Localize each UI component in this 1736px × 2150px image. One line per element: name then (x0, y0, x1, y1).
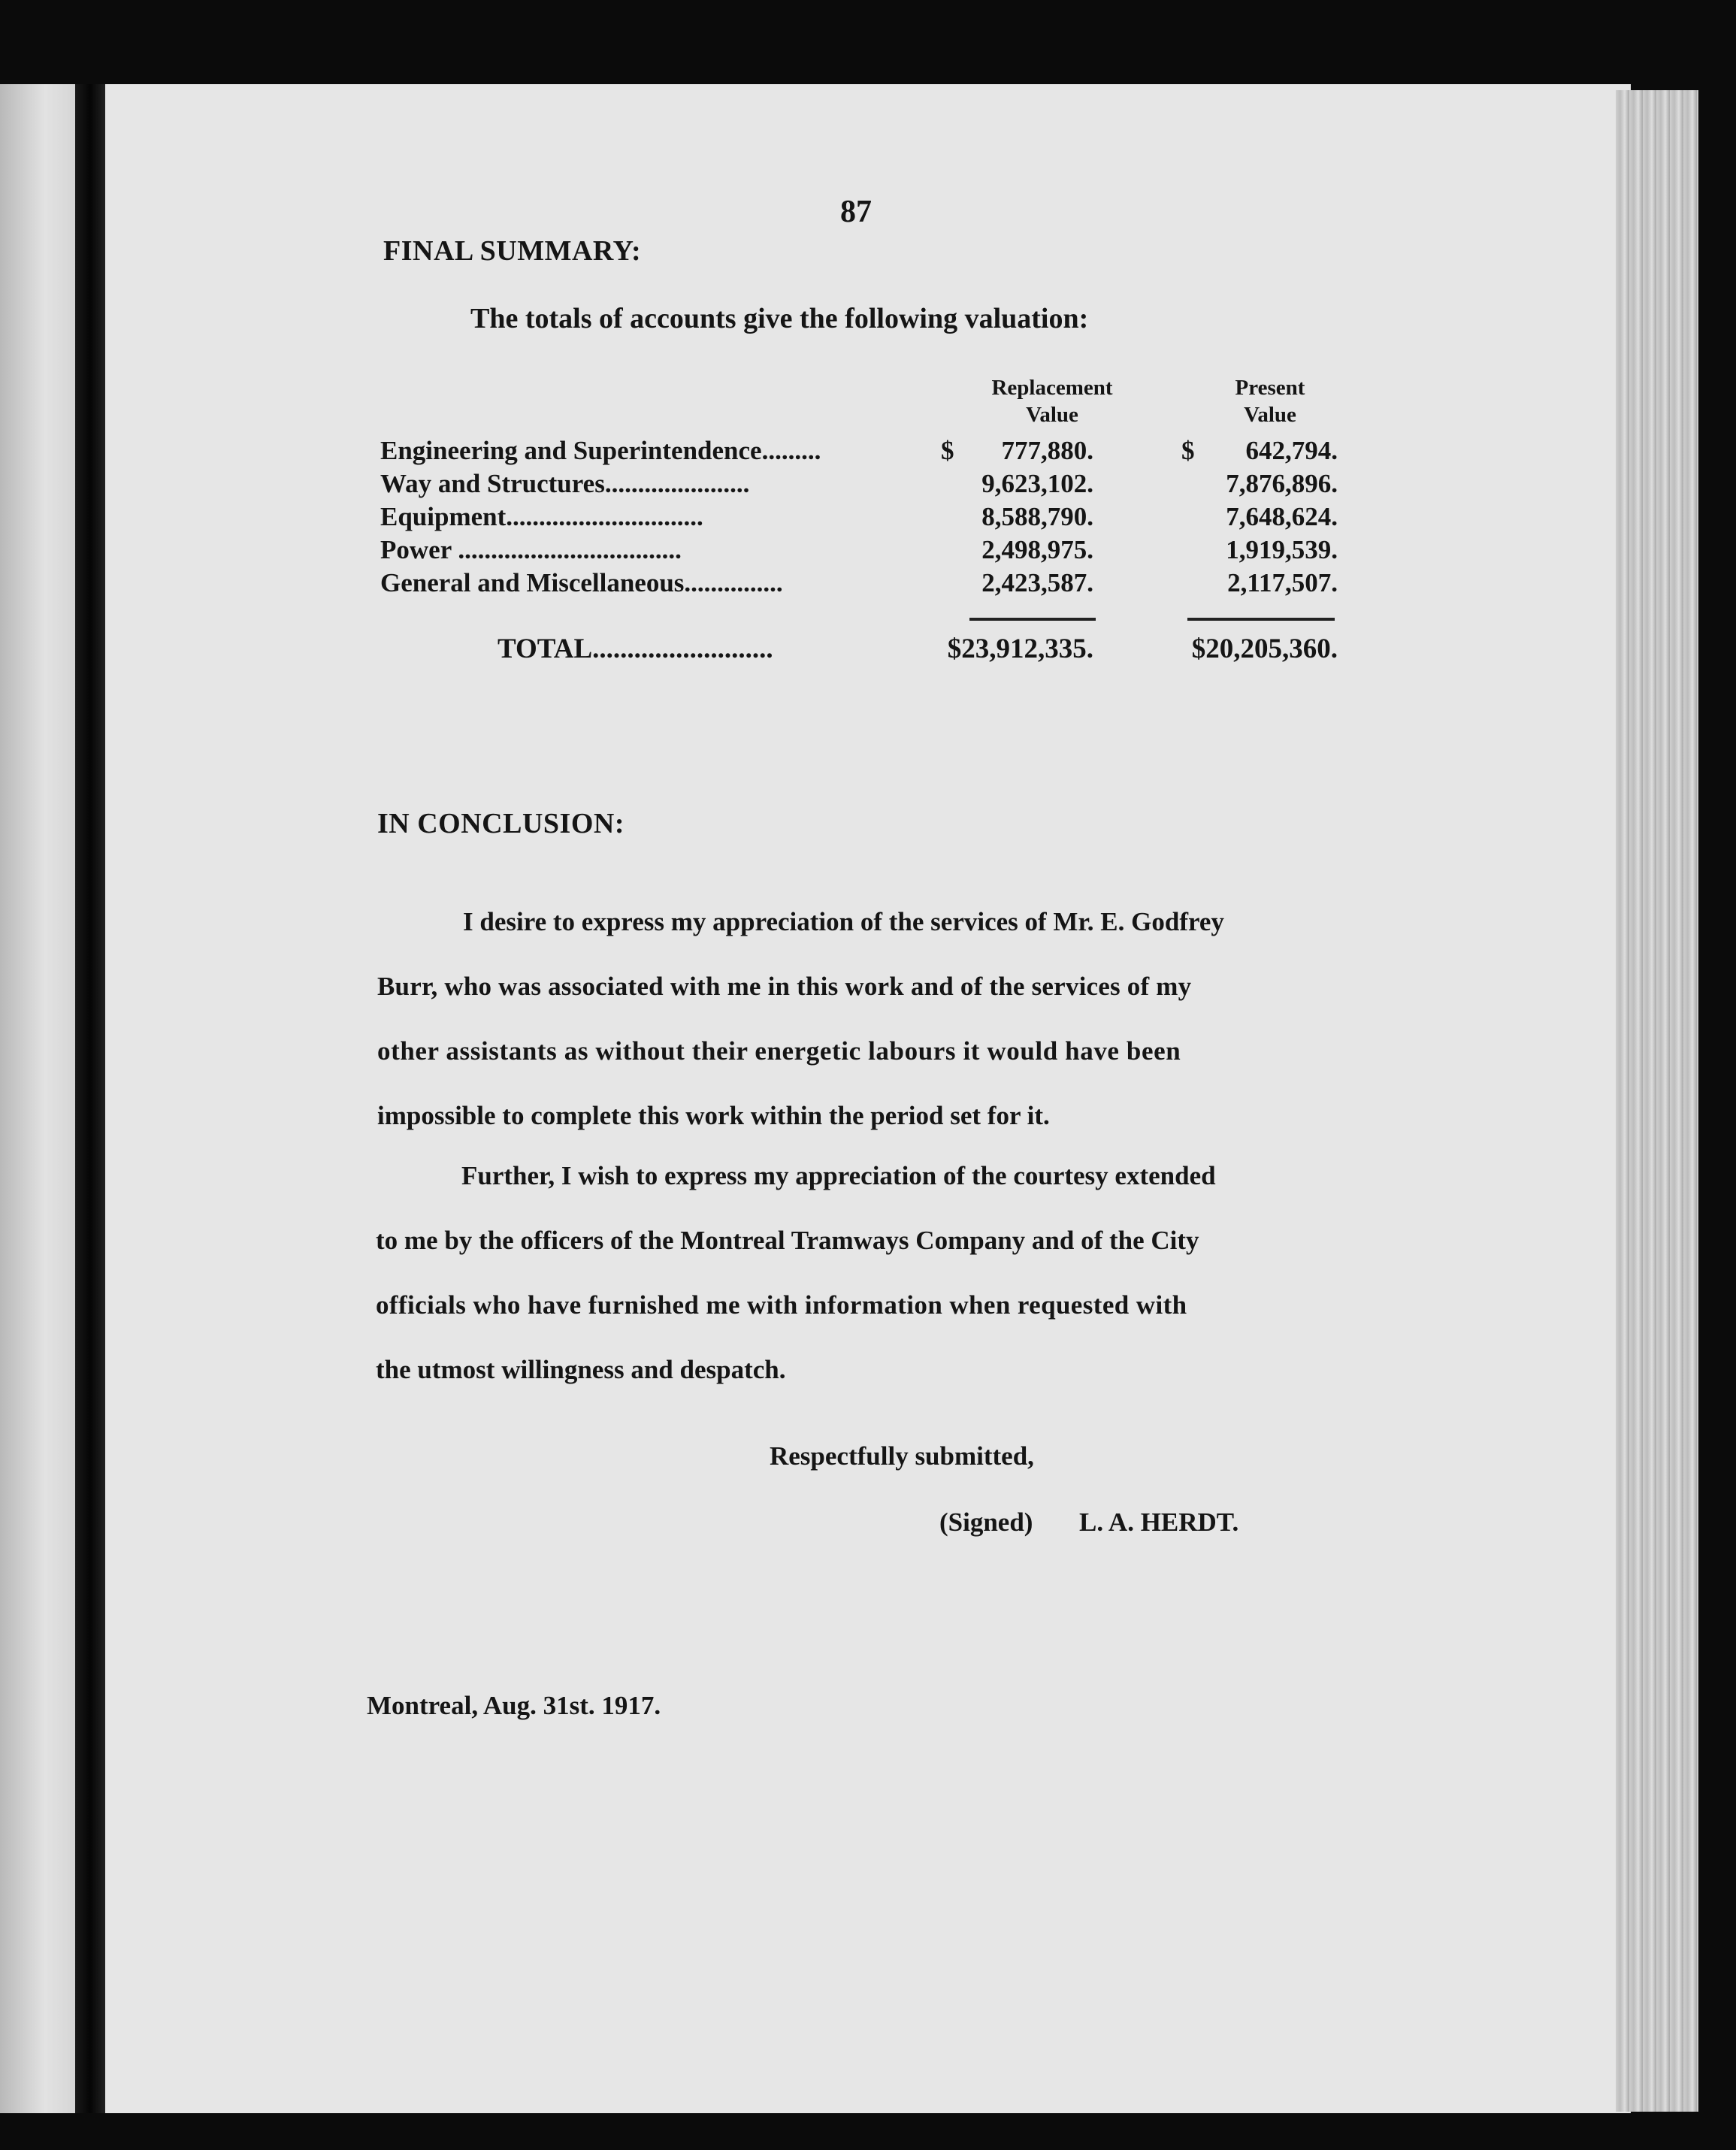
closing-salutation: Respectfully submitted, (770, 1441, 1034, 1471)
total-present-value: $20,205,360. (1191, 634, 1338, 664)
conclusion-heading: IN CONCLUSION: (377, 808, 625, 839)
present-value-header (1180, 374, 1360, 428)
table-row-replacement-value: 8,588,790. (981, 502, 1093, 531)
replacement-value-header (962, 374, 1142, 428)
final-summary-heading: FINAL SUMMARY: (383, 235, 642, 267)
table-row-replacement-value: 777,880. (1001, 436, 1093, 465)
paragraph-line: impossible to complete this work within the period set for it. (377, 1101, 1050, 1130)
present-header-line2: Value (1244, 403, 1296, 427)
paragraph-line: to me by the officers of the Montreal Tramways Company and of the City (376, 1226, 1199, 1255)
table-row-label: General and Miscellaneous............... (380, 568, 783, 597)
paragraph-line: officials who have furnished me with information when requested with (376, 1290, 1187, 1320)
paragraph-line: Further, I wish to express my appreciation of the courtesy extended (461, 1161, 1216, 1190)
paragraph-line: Burr, who was associated with me in this work and of the services of my (377, 972, 1192, 1001)
table-row-present-value: 2,117,507. (1227, 568, 1338, 597)
paragraph-line: the utmost willingness and despatch. (376, 1355, 786, 1384)
table-row-present-value: 642,794. (1245, 436, 1338, 465)
table-row-label: Power .................................. (380, 535, 682, 564)
table-row-label: Engineering and Superintendence......... (380, 436, 821, 465)
table-row-present-value: 7,648,624. (1226, 502, 1338, 531)
place-and-date: Montreal, Aug. 31st. 1917. (367, 1691, 661, 1720)
table-row-present-value: 1,919,539. (1226, 535, 1338, 564)
currency-symbol: $ (941, 436, 954, 465)
table-row-replacement-value: 9,623,102. (981, 469, 1093, 498)
paragraph-line: other assistants as without their energetic labours it would have been (377, 1036, 1181, 1066)
valuation-intro: The totals of accounts give the following valuation: (470, 303, 1089, 334)
scan-border (0, 2113, 1736, 2150)
conclusion-paragraph-2 (376, 1144, 1324, 1402)
replacement-header-line1: Replacement (991, 376, 1113, 400)
replacement-sum-rule (969, 618, 1096, 621)
replacement-header-line2: Value (1026, 403, 1078, 427)
table-row-replacement-value: 2,423,587. (981, 568, 1093, 597)
page-number: 87 (840, 195, 872, 229)
table-row-label: Equipment.............................. (380, 502, 703, 531)
book-spine-shadow (75, 84, 105, 2113)
left-page-margin (0, 84, 75, 2113)
currency-symbol: $ (1181, 436, 1195, 465)
table-row-present-value: 7,876,896. (1226, 469, 1338, 498)
table-row-label: Way and Structures...................... (380, 469, 750, 498)
present-sum-rule (1187, 618, 1335, 621)
paragraph-line: I desire to express my appreciation of the services of Mr. E. Godfrey (463, 907, 1224, 936)
page-stack-edge (1616, 90, 1698, 2112)
table-row-replacement-value: 2,498,975. (981, 535, 1093, 564)
conclusion-paragraph-1 (377, 890, 1324, 1148)
signer-name: L. A. HERDT. (1079, 1507, 1239, 1537)
present-header-line1: Present (1235, 376, 1305, 400)
signed-label: (Signed) (939, 1507, 1033, 1537)
total-label: TOTAL.......................... (498, 634, 773, 664)
total-replacement-value: $23,912,335. (947, 634, 1093, 664)
